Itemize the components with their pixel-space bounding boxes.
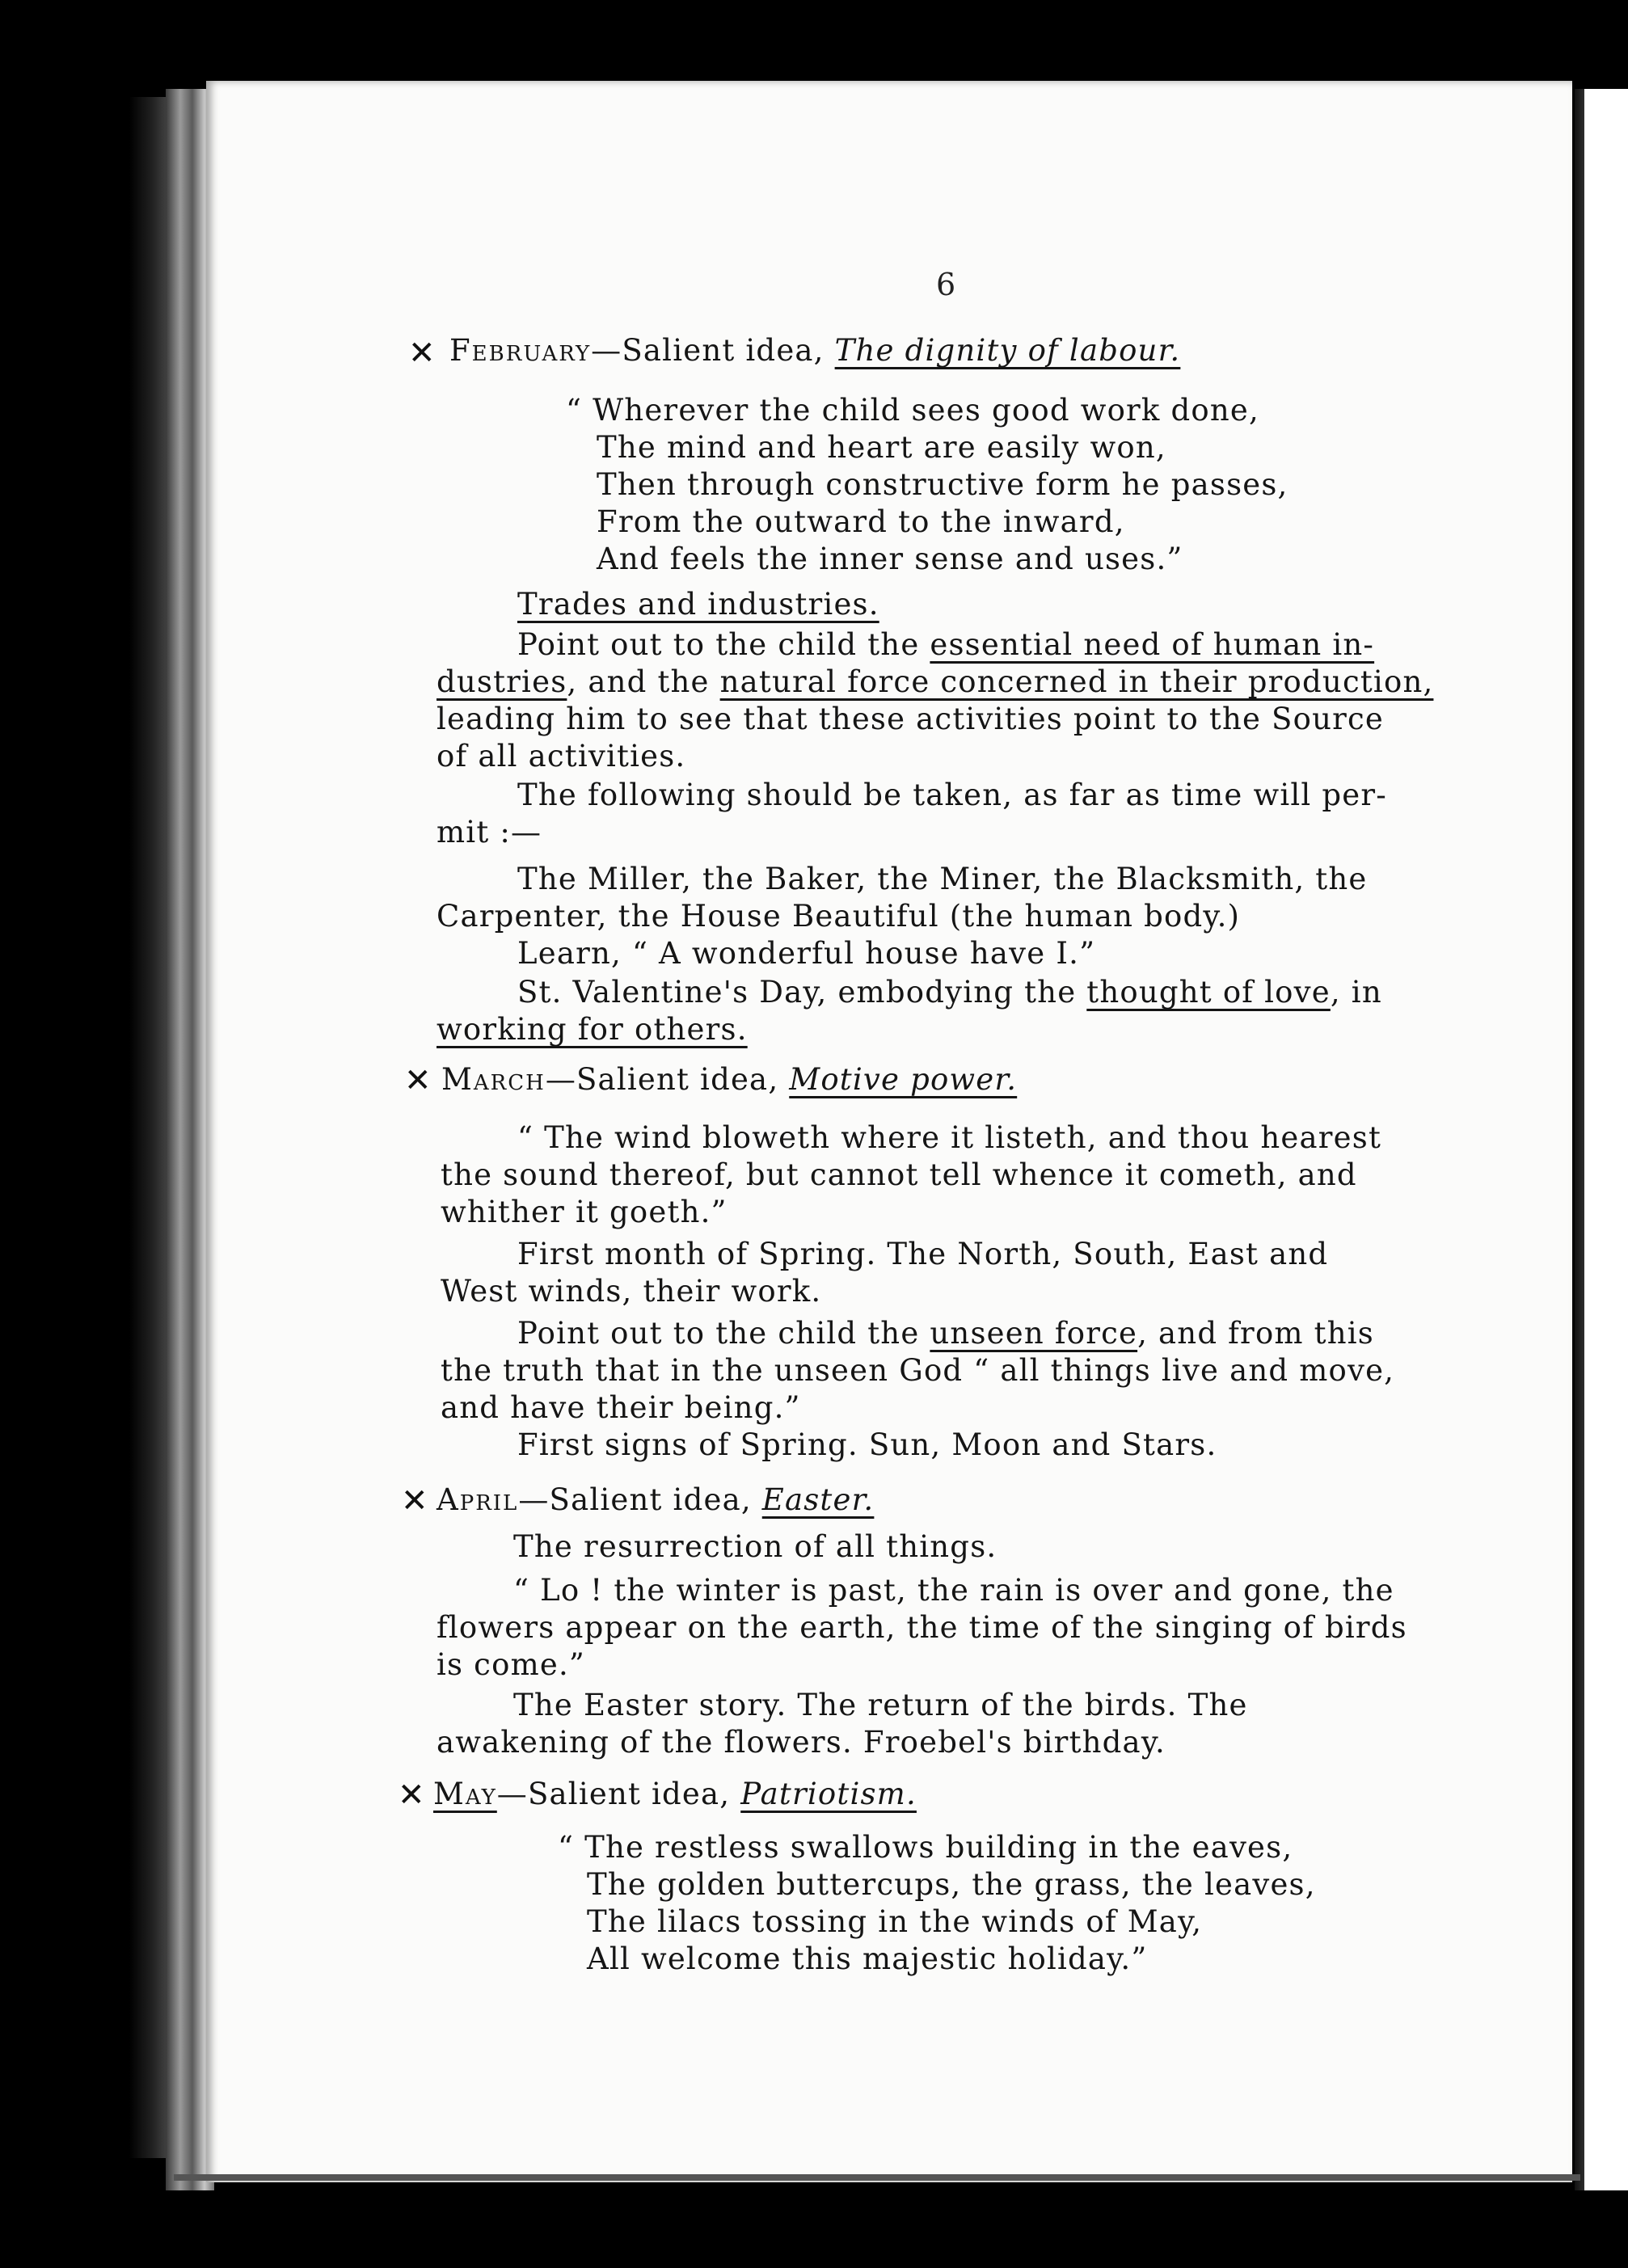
- subheading-trades: Trades and industries.: [517, 587, 879, 622]
- paragraph-line: [517, 627, 1374, 663]
- paragraph-line: [517, 1316, 1374, 1351]
- paragraph-line: [517, 975, 1382, 1010]
- february-heading: [449, 333, 1180, 369]
- february-month: February: [449, 333, 592, 368]
- underlined-phrase: unseen force: [930, 1316, 1138, 1351]
- underlined-phrase: essential need of human in-: [930, 627, 1375, 662]
- paragraph-line: Carpenter, the House Beautiful (the human body.): [437, 899, 1241, 934]
- paragraph-line: “ The wind bloweth where it listeth, and thou hearest: [517, 1120, 1382, 1155]
- paragraph-line: First signs of Spring. Sun, Moon and Stars.: [517, 1427, 1217, 1462]
- may-heading: [433, 1777, 917, 1812]
- may-month: May: [433, 1777, 497, 1811]
- verse-line: Then through constructive form he passes,: [597, 467, 1288, 502]
- page-number: 6: [936, 267, 956, 302]
- february-salient-idea: The dignity of labour.: [834, 333, 1181, 368]
- underlined-phrase: dustries: [437, 664, 567, 699]
- may-check-mark: ✕: [398, 1777, 425, 1814]
- march-heading: [441, 1062, 1017, 1098]
- paragraph-line: and have their being.”: [441, 1390, 801, 1425]
- paragraph-line: of all activities.: [437, 739, 686, 774]
- verse-line: “ The restless swallows building in the eaves,: [558, 1830, 1293, 1865]
- text-run: Point out to the child the: [517, 1316, 930, 1351]
- verse-line: All welcome this majestic holiday.”: [587, 1941, 1148, 1976]
- march-check-mark: ✕: [404, 1062, 432, 1099]
- paragraph-line: is come.”: [437, 1647, 586, 1682]
- verse-line: The lilacs tossing in the winds of May,: [587, 1904, 1203, 1939]
- paragraph-line: First month of Spring. The North, South, East and: [517, 1237, 1329, 1271]
- paragraph-line: The Miller, the Baker, the Miner, the Blacksmith, the: [517, 862, 1368, 896]
- underlined-phrase: natural force concerned in their production,: [719, 664, 1434, 699]
- text-run: Point out to the child the: [517, 627, 930, 662]
- paragraph-line: The Easter story. The return of the birds. The: [513, 1688, 1248, 1722]
- march-salient-idea: Motive power.: [789, 1062, 1018, 1097]
- april-salient-label: —Salient idea,: [518, 1482, 762, 1517]
- next-page-sliver: [1584, 89, 1628, 2190]
- may-salient-label: —Salient idea,: [496, 1777, 741, 1811]
- paragraph-line: “ Lo ! the winter is past, the rain is over and gone, the: [513, 1573, 1394, 1608]
- paragraph-line: flowers appear on the earth, the time of the singing of birds: [437, 1610, 1407, 1645]
- paragraph-line: The following should be taken, as far as time will per-: [517, 778, 1387, 812]
- paragraph-line: whither it goeth.”: [441, 1195, 728, 1229]
- april-check-mark: ✕: [401, 1482, 428, 1520]
- paragraph-line: leading him to see that these activities point to the Source: [437, 702, 1385, 736]
- paragraph-line: West winds, their work.: [441, 1274, 822, 1309]
- may-salient-idea: Patriotism.: [740, 1777, 917, 1811]
- page-bottom-edge: [174, 2174, 1580, 2181]
- march-salient-label: —Salient idea,: [545, 1062, 790, 1097]
- paragraph-line: the sound thereof, but cannot tell whence it cometh, and: [441, 1157, 1357, 1192]
- text-run: St. Valentine's Day, embodying the: [517, 975, 1087, 1010]
- february-salient-label: —Salient idea,: [591, 333, 835, 368]
- paragraph-line: the truth that in the unseen God “ all things live and move,: [441, 1353, 1395, 1388]
- underlined-phrase: working for others.: [437, 1012, 748, 1047]
- april-heading: [437, 1482, 874, 1518]
- verse-line: From the outward to the inward,: [597, 504, 1125, 539]
- paragraph-line: Learn, “ A wonderful house have I.”: [517, 936, 1096, 971]
- paragraph-line: [437, 664, 1433, 700]
- march-month: March: [441, 1062, 546, 1097]
- verse-line: “ Wherever the child sees good work done,: [566, 393, 1259, 428]
- verse-line: The mind and heart are easily won,: [597, 430, 1166, 465]
- film-left-edge: [129, 97, 168, 2158]
- april-month: April: [437, 1482, 519, 1517]
- verse-line: And feels the inner sense and uses.”: [597, 542, 1183, 576]
- underlined-phrase: thought of love: [1086, 975, 1331, 1010]
- verse-line: The golden buttercups, the grass, the leaves,: [587, 1867, 1316, 1902]
- paragraph-line: awakening of the flowers. Froebel's birthday.: [437, 1725, 1166, 1760]
- paragraph-line: mit :—: [437, 815, 542, 849]
- text-run: , in: [1330, 975, 1382, 1010]
- text-run: , and from this: [1137, 1316, 1374, 1351]
- april-salient-idea: Easter.: [761, 1482, 875, 1517]
- text-run: , and the: [567, 664, 720, 699]
- paragraph-line: The resurrection of all things.: [513, 1529, 997, 1564]
- february-check-mark: ✕: [408, 335, 436, 372]
